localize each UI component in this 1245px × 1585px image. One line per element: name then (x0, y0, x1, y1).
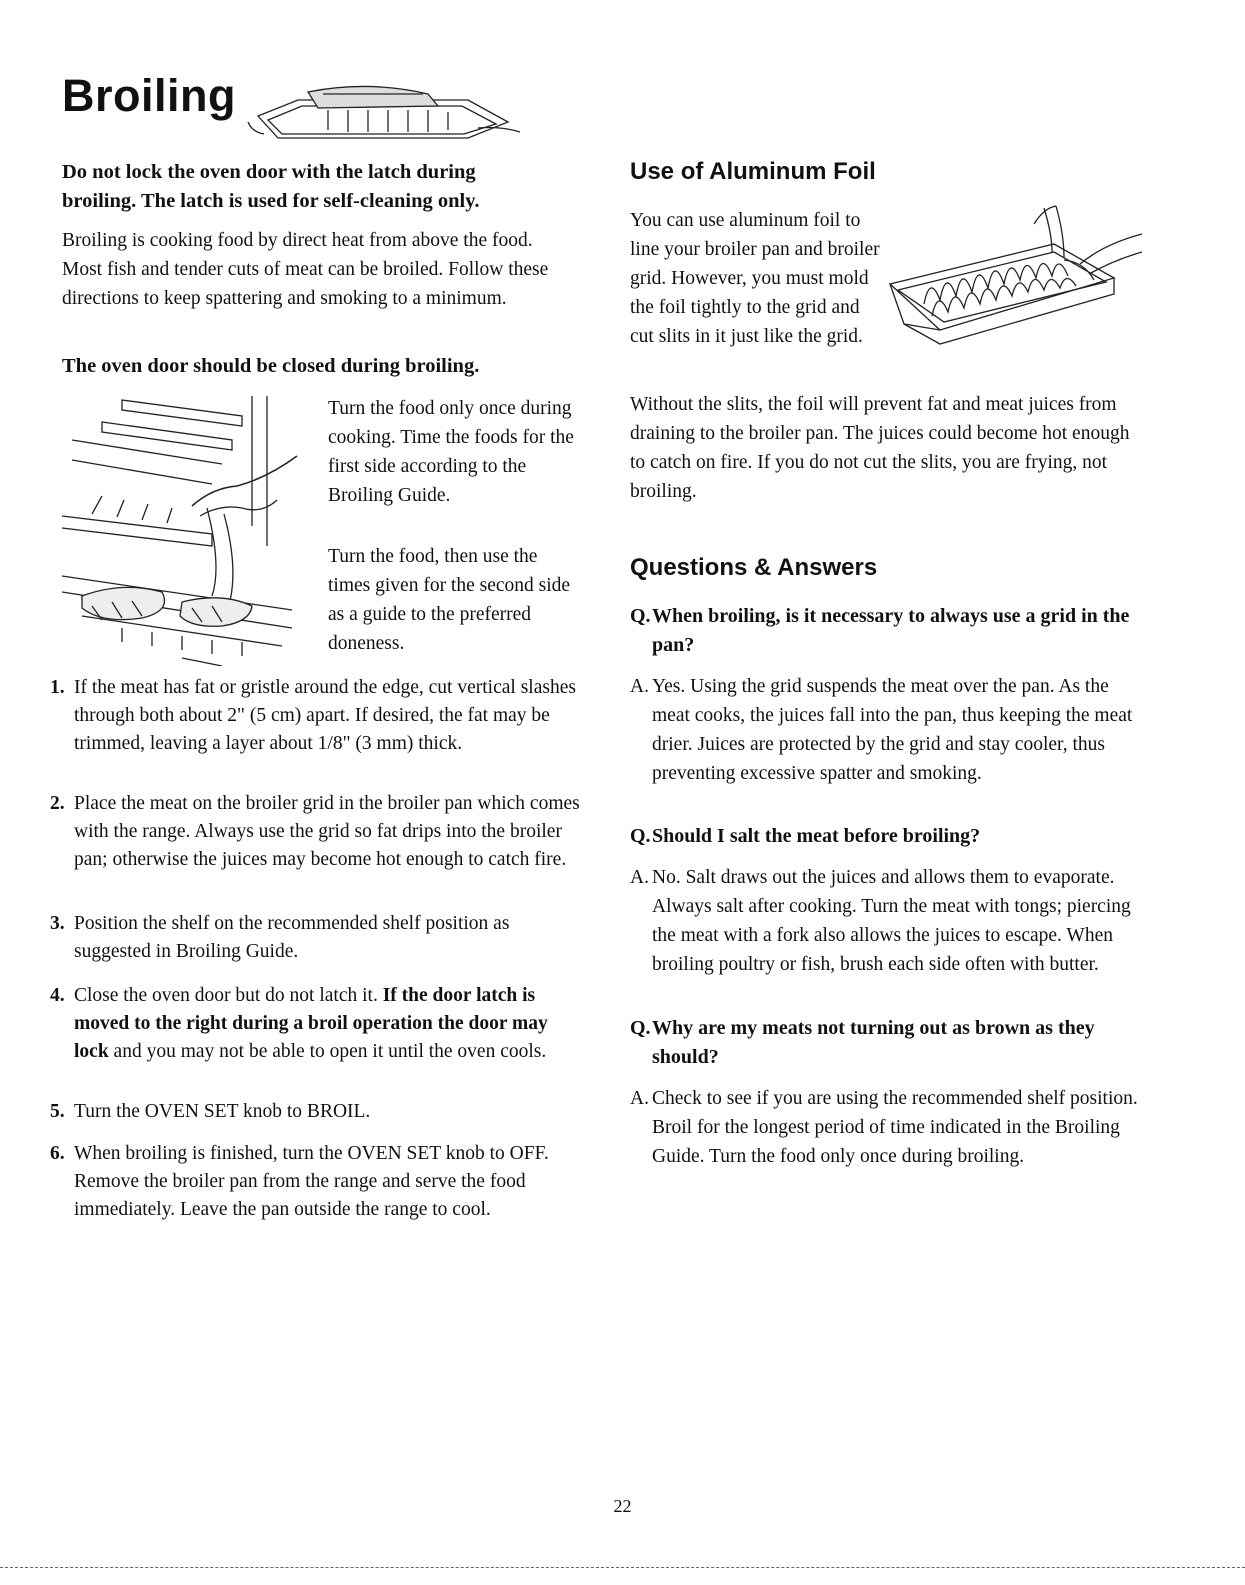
door-lock-warning: If the door latch is moved to the right during a broil operation the door may lock (74, 985, 548, 1062)
step-text-part: Close the oven door but do not latch it. (74, 985, 383, 1006)
turn-once-text: Turn the food only once during cooking. Time the foods for the first side according to the Broiling Guide. (328, 398, 574, 506)
list-item (50, 1140, 582, 1224)
question (630, 1014, 1150, 1072)
step-text (62, 982, 582, 1066)
step-text: Position the shelf on the recommended shelf position as suggested in Broiling Guide. (74, 913, 510, 962)
foil-pan-illustration (884, 204, 1146, 372)
foil-heading: Use of Aluminum Foil (630, 158, 876, 185)
answer-marker: A. (630, 867, 649, 888)
step-number: 5. (50, 1101, 65, 1122)
question-text: Why are my meats not turning out as brown as they should? (652, 1017, 1095, 1068)
step-text: Turn the OVEN SET knob to BROIL. (74, 1101, 371, 1122)
list-item (50, 1098, 582, 1126)
turn-then-text: Turn the food, then use the times given for the second side as a guide to the preferred doneness. (328, 546, 571, 654)
step-number: 3. (50, 913, 65, 934)
answer-text: Yes. Using the grid suspends the meat over the pan. As the meat cooks, the juices fall into the pan, thus keeping the meat drier. Juices are protected by the grid and stay cooler, thus preventing excessive spatter and smoking. (652, 676, 1133, 784)
answer-marker: A. (630, 1088, 649, 1109)
page-title: Broiling (62, 70, 236, 121)
step-text: When broiling is finished, turn the OVEN SET knob to OFF. Remove the broiler pan from the range and serve the food immediately. Leave the pan outside the range to cool. (74, 1143, 549, 1220)
step-number: 6. (50, 1143, 65, 1164)
question-marker: Q. (630, 825, 651, 847)
question-marker: Q. (630, 1017, 651, 1039)
page-number: 22 (613, 1496, 632, 1516)
answer (630, 672, 1150, 788)
step-number: 2. (50, 793, 65, 814)
oven-broiling-illustration (62, 396, 307, 666)
answer-text: No. Salt draws out the juices and allows them to evaporate. Always salt after cooking. Turn the meat with tongs; piercing the meat with a fork also allows the juices to escape. When broiling poultry or fish, brush each side often with butter. (652, 867, 1131, 975)
step-number: 1. (50, 677, 65, 698)
question-marker: Q. (630, 605, 651, 627)
question-text: Should I salt the meat before broiling? (652, 825, 981, 847)
list-item (50, 674, 582, 758)
answer (630, 1084, 1150, 1171)
list-item (50, 910, 582, 966)
qa-heading: Questions & Answers (630, 554, 878, 581)
step-text-part: and you may not be able to open it until the oven cools. (108, 1041, 547, 1062)
question (630, 602, 1150, 660)
answer (630, 863, 1150, 979)
step-text: If the meat has fat or gristle around the edge, cut vertical slashes through both about 2" (5 cm) apart. If desired, the fat may be trimmed, leaving a layer about 1/8" (3 mm) thick. (74, 677, 576, 754)
list-item (50, 982, 582, 1066)
broiling-intro: Broiling is cooking food by direct heat from above the food. Most fish and tender cuts of meat can be broiled. Follow these directions to keep spattering and smoking to a minimum. (62, 230, 549, 309)
answer-text: Check to see if you are using the recommended shelf position. Broil for the longest period of time indicated in the Broiling Guide. Turn the food only once during broiling. (652, 1088, 1138, 1167)
question-text: When broiling, is it necessary to always use a grid in the pan? (652, 605, 1130, 656)
answer-marker: A. (630, 676, 649, 697)
step-text: Place the meat on the broiler grid in the broiler pan which comes with the range. Always use the grid so fat drips into the broiler pan; otherwise the juices may become hot enough to catch fire. (74, 793, 580, 870)
qa-item (630, 822, 1150, 979)
step-number: 4. (50, 985, 65, 1006)
qa-item (630, 1014, 1150, 1171)
foil-intro: You can use aluminum foil to line your broiler pan and broiler grid. However, you must mold the foil tightly to the grid and cut slits in it just like the grid. (630, 210, 880, 347)
question (630, 822, 1150, 851)
foil-explanation: Without the slits, the foil will prevent fat and meat juices from draining to the broiler pan. The juices could become hot enough to catch on fire. If you do not cut the slits, you are frying, not broiling. (630, 394, 1130, 502)
bottom-divider (0, 1567, 1245, 1568)
broiler-pan-illustration (238, 82, 523, 144)
qa-item (630, 602, 1150, 788)
door-latch-warning: Do not lock the oven door with the latch during broiling. The latch is used for self-cleaning only. (62, 161, 480, 212)
door-closed-note: The oven door should be closed during broiling. (62, 355, 480, 377)
list-item (50, 790, 582, 874)
